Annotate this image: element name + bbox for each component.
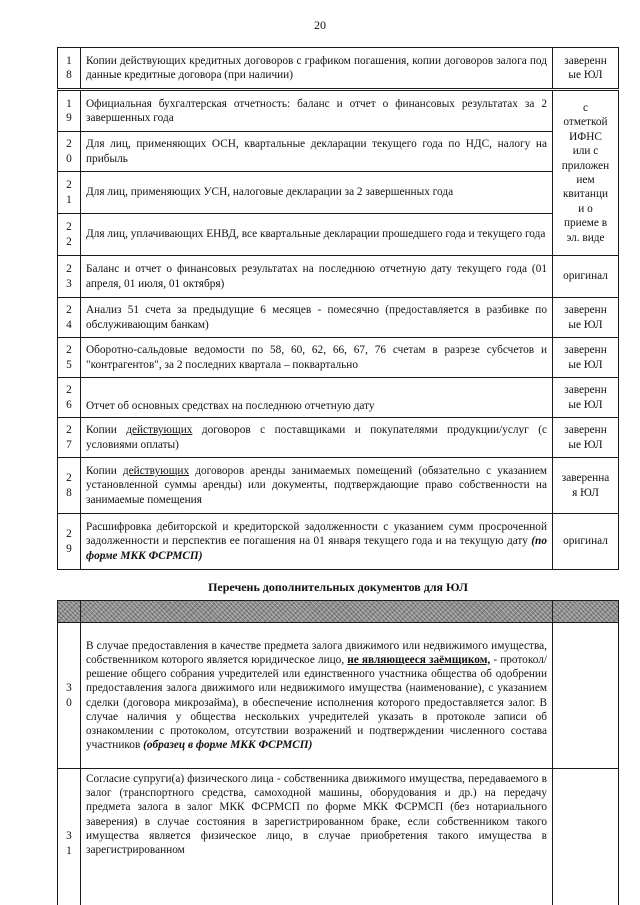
row-text: Официальная бухгалтерская отчетность: баланс и отчет о финансовых результатах за 2 завершенных года [81, 90, 553, 132]
row-text: В случае предоставления в качестве предмета залога движимого или недвижимого имущества, собственником которого является юридическое лицо, не являющееся заёмщиком, - протокол/решение общего собрания учредителей или единственного участника общества об одобрении предоставления залога движимого или недвижимого имущества (наименование), с указанием сделки (договора микрозайма), в обеспечение исполнения которого предоставляется залог. В случае наличия у общества нескольких учредителей указать в протоколе записи об ознакомлении с протоколом, отсутствии возражений и подтверждении численного состава участников (образец в форме МКК ФСРМСП) [81, 623, 553, 769]
row-note [553, 623, 619, 769]
row-text: Копии действующих кредитных договоров с графиком погашения, копии договоров залога под данные кредитные договора (при наличии) [81, 48, 553, 90]
row-number: 2 4 [58, 298, 81, 338]
row-note: заверенн ые ЮЛ [553, 378, 619, 418]
row-number: 1 9 [58, 90, 81, 132]
row-text: Согласие супруги(а) физического лица - собственника движимого имущества, передаваемого в залог (транспортного средства, самоходной машины, оборудования и др.) на передачу предмета залога в залог МКК ФСРМСП по форме МКК ФСРМСП (без нотариального заверения) в случае состояния в зарегистрированном браке, если собственником такого имущества является физическое лицо, в случае приобретения такого имущества в зарегистрированном [81, 769, 553, 905]
row-number: 2 0 [58, 132, 81, 172]
merged-note: с отметкой ИФНС или с приложен ием квитанци и о приеме в эл. виде [553, 90, 619, 256]
row-note: заверенн ые ЮЛ [553, 418, 619, 458]
row-text: Оборотно-сальдовые ведомости по 58, 60, 62, 66, 67, 76 счетам в разрезе субсчетов и "контрагентов", за 2 последних квартала – поквартально [81, 338, 553, 378]
row-text: Для лиц, применяющих ОСН, квартальные декларации текущего года по НДС, налогу на прибыль [81, 132, 553, 172]
page-number: 20 [314, 18, 326, 32]
row-text: Отчет об основных средствах на последнюю отчетную дату [81, 378, 553, 418]
row-number: 1 8 [58, 48, 81, 90]
row-note: заверенн ые ЮЛ [553, 338, 619, 378]
row-number: 2 9 [58, 514, 81, 570]
row-number: 2 5 [58, 338, 81, 378]
row-number: 2 6 [58, 378, 81, 418]
row-text: Анализ 51 счета за предыдущие 6 месяцев - помесячно (предоставляется в разбивке по обслуживающим банкам) [81, 298, 553, 338]
table-header-row [58, 601, 619, 623]
row-number: 2 2 [58, 214, 81, 256]
section-title: Перечень дополнительных документов для ЮЛ [208, 580, 468, 594]
row-text: Копии действующих договоров с поставщиками и покупателями продукции/услуг (с условиями оплаты) [81, 418, 553, 458]
row-text: Баланс и отчет о финансовых результатах на последнюю отчетную дату текущего года (01 апреля, 01 июля, 01 октября) [81, 256, 553, 298]
row-number: 2 7 [58, 418, 81, 458]
additional-documents-table [57, 600, 619, 905]
row-note: заверенн ые ЮЛ [553, 298, 619, 338]
table-row [58, 623, 619, 769]
row-number: 3 1 [58, 769, 81, 905]
row-note: оригинал [553, 514, 619, 570]
row-text: Копии действующих договоров аренды занимаемых помещений (обязательно с указанием установленной суммы аренды) или документы, подтверждающие право собственности на занимаемые помещения [81, 458, 553, 514]
table-row [58, 769, 619, 905]
row-number: 3 0 [58, 623, 81, 769]
row-text: Расшифровка дебиторской и кредиторской задолженности с указанием сумм просроченной задолженности и перспектив ее погашения на 01 января текущего года и на текущую дату (по форме МКК ФСРМСП) [81, 514, 553, 570]
row-number: 2 3 [58, 256, 81, 298]
header-cell [553, 601, 619, 623]
row-note: заверенн ые ЮЛ [553, 48, 619, 90]
header-cell [58, 601, 81, 623]
row-text: Для лиц, уплачивающих ЕНВД, все квартальные декларации прошедшего года и текущего года [81, 214, 553, 256]
row-number: 2 8 [58, 458, 81, 514]
header-cell [81, 601, 553, 623]
row-note: заверенна я ЮЛ [553, 458, 619, 514]
row-text: Для лиц, применяющих УСН, налоговые декларации за 2 завершенных года [81, 172, 553, 214]
row-note [553, 769, 619, 905]
row-number: 2 1 [58, 172, 81, 214]
row-note: оригинал [553, 256, 619, 298]
